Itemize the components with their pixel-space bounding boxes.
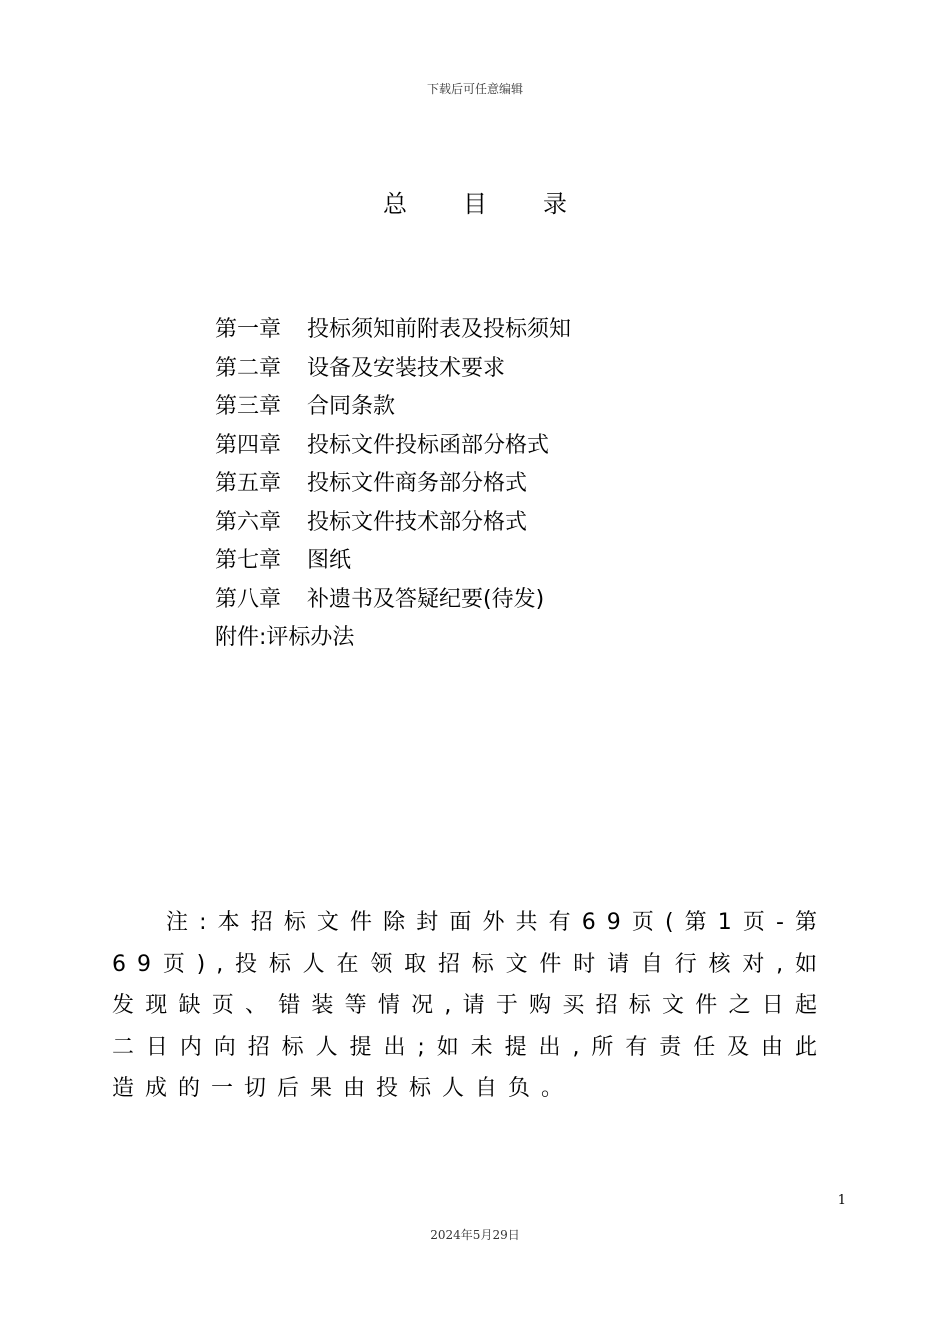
toc-item — [215, 504, 571, 543]
toc-chapter-label: 第三章 — [215, 394, 282, 419]
toc-chapter-label: 第五章 — [215, 471, 282, 496]
toc-chapter-name: 补遗书及答疑纪要(待发) — [307, 586, 545, 612]
table-of-contents — [215, 311, 571, 658]
toc-chapter-name: 投标文件投标函部分格式 — [307, 432, 550, 458]
toc-item — [215, 311, 571, 350]
toc-chapter-label: 第四章 — [215, 432, 282, 458]
toc-chapter-label: 第六章 — [215, 509, 282, 535]
notice-paragraph: 注:本招标文件除封面外共有69页(第1页-第69页),投标人在领取招标文件时请自行核对,如发现缺页、错装等情况,请于购买招标文件之日起二日内向招标人提出;如未提出,所有责任及由此造成的一切后果由投标人自负。 — [112, 910, 828, 1101]
toc-chapter-label: 第七章 — [215, 548, 282, 573]
toc-chapter-name: 投标文件技术部分格式 — [307, 509, 528, 535]
page-number: 1 — [837, 1193, 846, 1208]
toc-item — [215, 350, 571, 389]
toc-chapter-label: 第八章 — [215, 586, 282, 612]
page-header-note: 下载后可任意编辑 — [426, 82, 523, 96]
toc-item — [215, 427, 571, 466]
toc-item — [215, 388, 571, 427]
toc-chapter-name: 图纸 — [307, 548, 352, 573]
toc-item-appendix — [215, 619, 571, 658]
toc-chapter-label: 第二章 — [215, 355, 282, 381]
footer-date: 2024年5月29日 — [430, 1228, 520, 1242]
toc-item — [215, 581, 571, 620]
toc-chapter-name: 设备及安装技术要求 — [307, 355, 506, 381]
toc-chapter-name: 投标文件商务部分格式 — [307, 471, 528, 496]
page-title: 总目录 — [383, 190, 623, 218]
toc-chapter-label: 第一章 — [215, 317, 282, 342]
toc-chapter-name: 投标须知前附表及投标须知 — [307, 317, 572, 342]
toc-chapter-name: 合同条款 — [307, 394, 396, 419]
toc-appendix-label: 附件:评标办法 — [215, 625, 355, 650]
toc-item — [215, 542, 571, 581]
toc-item — [215, 465, 571, 504]
